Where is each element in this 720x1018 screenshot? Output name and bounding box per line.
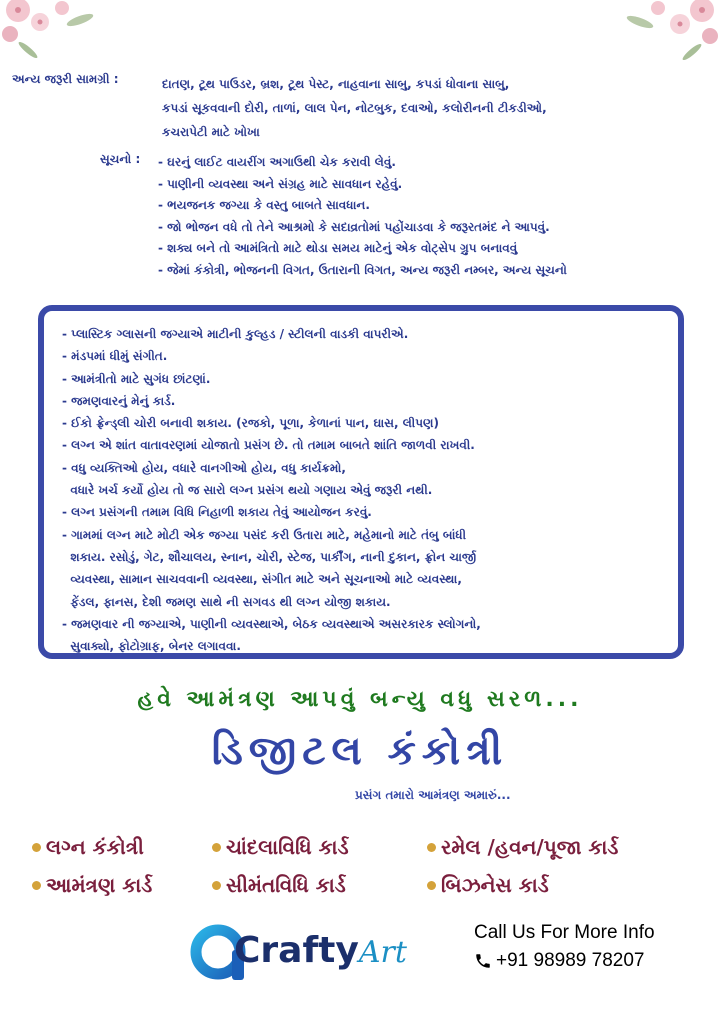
logo-name: Crafty	[234, 930, 359, 971]
bullet-icon	[32, 881, 41, 890]
required-items-section	[12, 72, 712, 144]
box-list-item: - જમણવારનું મેનું કાર્ડ.	[62, 393, 176, 408]
box-list-item: - લગ્ન પ્રસંગની તમામ વિધિ નિહાળી શકાય તેવું આયોજન કરવું.	[62, 505, 372, 520]
tips-label: સૂચનો :	[100, 152, 141, 166]
tips-section	[100, 152, 720, 281]
card-type-item: રમેલ /હવન/પૂજા કાર્ડ	[427, 835, 618, 859]
required-items-line: કપડાં સૂકવવાની દોરી, તાળાં, લાલ પેન, નોટબુક, દવાઓ, કલોરીનની ટીકડીઓ,	[162, 101, 547, 115]
card-type-item: બિઝનેસ કાર્ડ	[427, 873, 549, 897]
required-items-label: અન્ય જરૂરી સામગ્રી :	[12, 72, 119, 86]
card-type-item: સીમંતવિધિ કાર્ડ	[212, 873, 427, 897]
bullet-icon	[212, 843, 221, 852]
box-list-item: - આમંત્રીતો માટે સુગંધ છાંટણાં.	[62, 371, 211, 386]
bullet-icon	[212, 881, 221, 890]
box-list-item: - જમણવાર ની જગ્યાએ, પાણીની વ્યવસ્થાએ, બેઠક વ્યવસ્થાએ અસરકારક સ્લોગનો,	[62, 616, 481, 631]
box-list-item: - ઈકો ફ્રેન્ડ્લી ચોરી બનાવી શકાય. (રજકો, પૂળા, કેળાનાં પાન, ઘાસ, લીપણ)	[62, 416, 439, 431]
box-list-item: ફેંડલ, ફાનસ, દેશી જમણ સાથે ની સગવડ થી લગ્ન યોજી શકાય.	[62, 594, 391, 609]
tip-line: - પાણીની વ્યવસ્થા અને સંગ્રહ માટે સાવધાન રહેવું.	[158, 176, 403, 191]
box-list-item: શકાય. રસોડું, ગેટ, શૌચાલય, સ્નાન, ચોરી, સ્ટેજ, પાર્કીંગ, નાની દુકાન, ફ્રોન ચાર્જી	[62, 549, 477, 564]
tip-line: - ભયજનક જગ્યા કે વસ્તુ બાબતે સાવધાન.	[158, 198, 370, 212]
box-list-item: - મંડપમાં ધીમું સંગીત.	[62, 349, 168, 364]
phone-icon	[474, 952, 492, 970]
floral-corner-left	[0, 0, 110, 70]
tagline: પ્રસંગ તમારો આમંત્રણ અમારું...	[355, 788, 511, 802]
phone-number-link[interactable]: +91 98989 78207	[496, 950, 645, 971]
headline: હવે આમંત્રણ આપવું બન્યુ વધુ સરળ...	[137, 687, 583, 712]
tip-line: - શક્ય બને તો આમંત્રિતો માટે થોડા સમય માટેનું એક વોટ્સેપ ગ્રુપ બનાવવું	[158, 241, 518, 255]
box-list-item: વ્યવસ્થા, સામાન સાચવવાની વ્યવસ્થા, સંગીત માટે અને સૂચનાઓ માટે વ્યવસ્થા,	[62, 572, 462, 587]
box-list-item: સુવાક્યો, ફોટોગ્રાફ, બેનર લગાવવા.	[62, 639, 241, 654]
box-list-item: - પ્લાસ્ટિક ગ્લાસની જગ્યાએ માટીની કુલ્હડ / સ્ટીલની વાડકી વાપરીએ.	[62, 327, 409, 341]
eco-tips-box	[38, 305, 684, 659]
box-list-item: - લગ્ન એ શાંત વાતાવરણમાં યોજાતો પ્રસંગ છે. તો તમામ બાબતે શાંતિ જાળવી રાખવી.	[62, 438, 475, 453]
contact-heading: Call Us For More Info	[474, 922, 655, 943]
box-list-item: વધારે ખર્ચ કર્યો હોય તો જ સારો લગ્ન પ્રસંગ થયો ગણાય એવું જરૂરી નથી.	[62, 483, 433, 498]
bullet-icon	[427, 843, 436, 852]
contact-block	[474, 922, 655, 972]
bullet-icon	[32, 843, 41, 852]
card-type-item: લગ્ન કંકોત્રી	[32, 835, 212, 859]
required-items-line: કચરાપેટી માટે ખોખા	[162, 125, 260, 139]
tip-line: - જેમાં કંકોત્રી, ભોજનની વિગત, ઉતારાની વિગત, અન્ય જરૂરી નમ્બર, અન્ય સૂચનો	[158, 262, 567, 277]
box-list-item: - વધુ વ્યક્તિઓ હોય, વધારે વાનગીઓ હોય, વધુ કાર્યક્રમો,	[62, 460, 346, 475]
floral-corner-right	[610, 0, 720, 70]
card-types-list	[32, 828, 712, 904]
tip-line: - જો ભોજન વધે તો તેને આશ્રમો કે સદાવ્રતોમાં પહોંચાડવા કે જરૂરતમંદ ને આપવું.	[158, 219, 550, 234]
required-items-line: દાતણ, ટૂથ પાઉડર, બ્રશ, ટૂથ પેસ્ટ, નાહવાના સાબુ, કપડાં ધોવાના સાબુ,	[162, 77, 510, 91]
card-type-item: ચાંદલાવિધિ કાર્ડ	[212, 835, 427, 859]
logo-name-art: Art	[358, 935, 407, 970]
page-title: ડિજીટલ કંકોત્રી	[211, 728, 509, 774]
box-list-item: - ગામમાં લગ્ન માટે મોટી એક જગ્યા પસંદ કરી ઉતારા માટે, મહેમાનો માટે તંબુ બાંધી	[62, 527, 467, 542]
craftyart-logo	[190, 918, 460, 990]
bullet-icon	[427, 881, 436, 890]
card-type-item: આમંત્રણ કાર્ડ	[32, 873, 212, 897]
tip-line: - ઘરનું લાઈટ વાયરીંગ અગાઉથી ચેક કરાવી લેવું.	[158, 155, 396, 169]
